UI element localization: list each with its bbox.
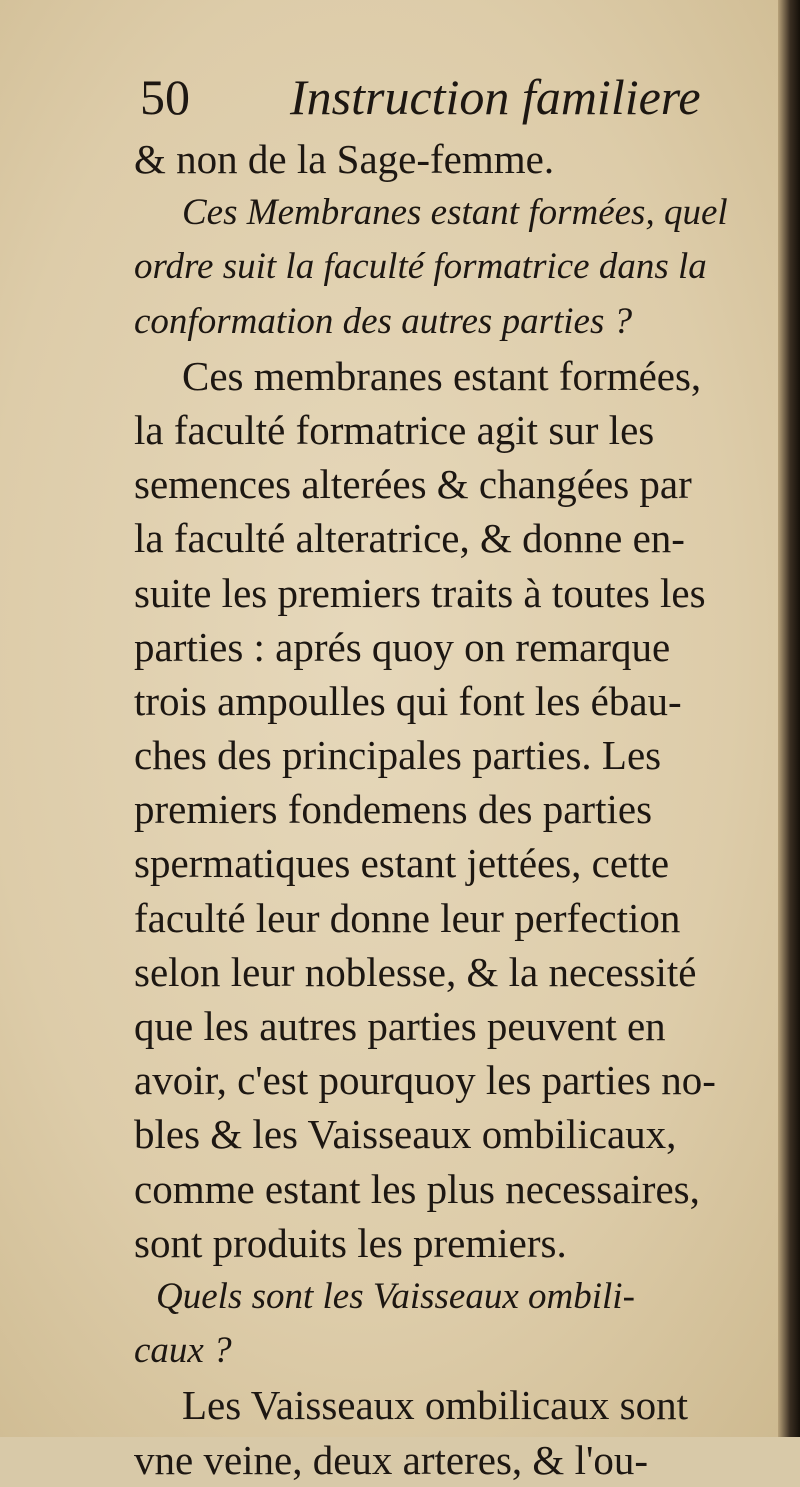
text-line: selon leur noblesse, & la necessité — [134, 948, 697, 995]
text-line: & non de la Sage-femme. — [134, 136, 555, 182]
text-line: faculté leur donne leur perfection — [134, 894, 681, 941]
text-line: Les Vaisseaux ombilicaux sont — [182, 1382, 688, 1429]
body-text — [134, 132, 768, 1487]
text-line: sont produits les premiers. — [134, 1219, 567, 1266]
text-line: vne veine, deux arteres, & l'ou- — [134, 1436, 649, 1483]
text-line: la faculté alteratrice, & donne en- — [134, 515, 685, 562]
text-line: bles & les Vaisseaux ombilicaux, — [134, 1111, 677, 1158]
text-line: spermatiques estant jettées, cette — [134, 840, 670, 887]
question-line: ordre suit la faculté formatrice dans la — [134, 246, 707, 288]
page-header — [140, 62, 765, 132]
running-title: Instruction familiere — [290, 69, 701, 125]
text-line: comme estant les plus necessaires, — [134, 1165, 700, 1212]
text-line: ches des principales parties. Les — [134, 732, 662, 779]
book-spine-shadow — [778, 0, 800, 1437]
text-line: parties : aprés quoy on remarque — [134, 623, 671, 670]
text-line: Ces membranes estant formées, — [182, 352, 702, 399]
text-line: semences alterées & changées par — [134, 461, 692, 508]
page-number: 50 — [140, 69, 190, 125]
text-line: que les autres parties peuvent en — [134, 1003, 666, 1049]
text-line: suite les premiers traits à toutes les — [134, 569, 706, 616]
question-line: caux ? — [134, 1330, 232, 1372]
question-line: Quels sont les Vaisseaux ombili- — [156, 1275, 635, 1317]
question-line: Ces Membranes estant formées, quel — [182, 192, 728, 234]
text-line: avoir, c'est pourquoy les parties no- — [134, 1057, 716, 1104]
text-line: la faculté formatrice agit sur les — [134, 406, 655, 453]
text-line: premiers fondemens des parties — [134, 786, 653, 833]
question-line: conformation des autres parties ? — [134, 300, 633, 342]
text-line: trois ampoulles qui font les ébau- — [134, 677, 682, 724]
